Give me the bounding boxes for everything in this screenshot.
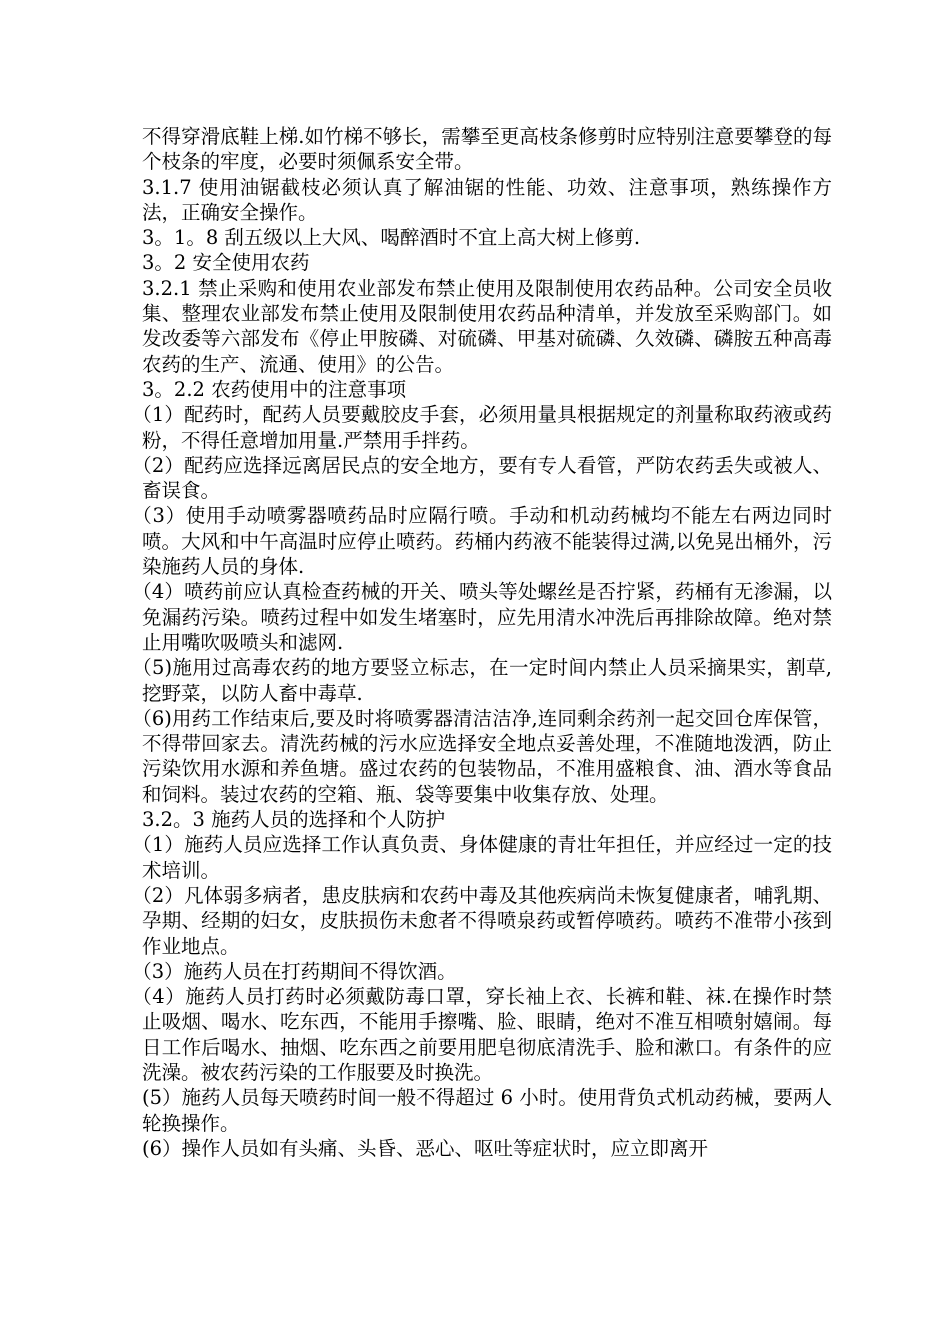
list-item: （5)施用过高毒农药的地方要竖立标志，在一定时间内禁止人员采摘果实，割草,挖野菜，以防人畜中毒草. [132,656,832,705]
list-item: (5）施药人员每天喷药时间一般不得超过 6 小时。使用背负式机动药械，要两人轮换操作。 [142,1086,832,1135]
paragraph: 3.1.7 使用油锯截枝必须认真了解油锯的性能、功效、注意事项，熟练操作方法，正确安全操作。 [142,175,832,224]
list-item: （3）使用手动喷雾器喷药品时应隔行喷。手动和机动药械均不能左右两边同时喷。大风和中午高温时应停止喷药。药桶内药液不能装得过满,以免晃出桶外，污染施药人员的身体. [132,504,832,579]
paragraph: 3.2.1 禁止采购和使用农业部发布禁止使用及限制使用农药品种。公司安全员收集、整理农业部发布禁止使用及限制使用农药品种清单，并发放至采购部门。如发改委等六部发布《停止甲胺磷、对硫磷、甲基对硫磷、久效磷、磷胺五种高毒农药的生产、流通、使用》的公告。 [142,276,832,376]
list-item: （1）配药时，配药人员要戴胶皮手套，必须用量具根据规定的剂量称取药液或药粉，不得任意增加用量.严禁用手拌药。 [132,403,832,452]
list-item: （1）施药人员应选择工作认真负责、身体健康的青壮年担任，并应经过一定的技术培训。 [132,833,832,882]
paragraph: 3。1。8 刮五级以上大风、喝醉酒时不宜上高大树上修剪. [142,226,641,250]
list-item: (6）操作人员如有头痛、头昏、恶心、呕吐等症状时，应立即离开 [142,1136,709,1160]
list-item: （6)用药工作结束后,要及时将喷雾器清洁洁净,连同剩余药剂一起交回仓库保管，不得带回家去。清洗药械的污水应选择安全地点妥善处理，不准随地泼洒，防止污染饮用水源和养鱼塘。盛过农药的包装物品，不准用盛粮食、油、酒水等食品和饲料。装过农药的空箱、瓶、袋等要集中收集存放、处理。 [132,706,832,806]
document-body [132,124,832,1161]
list-item: （2）配药应选择远离居民点的安全地方，要有专人看管，严防农药丢失或被人、畜误食。 [132,453,832,503]
list-item: （2）凡体弱多病者，患皮肤病和农药中毒及其他疾病尚未恢复健康者，哺乳期、孕期、经期的妇女，皮肤损伤未愈者不得喷泉药或暂停喷药。喷药不准带小孩到作业地点。 [132,883,832,958]
list-item: （4）施药人员打药时必须戴防毒口罩，穿长袖上衣、长裤和鞋、袜.在操作时禁止吸烟、喝水、吃东西，不能用手擦嘴、脸、眼睛，绝对不准互相喷射嬉闹。每日工作后喝水、抽烟、吃东西之前要用肥皂彻底清洗手、脸和漱口。有条件的应洗澡。被农药污染的工作服要及时换洗。 [132,985,832,1084]
section-heading: 3。2.2 农药使用中的注意事项 [142,377,407,401]
section-heading: 3。2 安全使用农药 [142,251,310,275]
section-heading: 3.2。3 施药人员的选择和个人防护 [142,808,446,832]
list-item: （4）喷药前应认真检查药械的开关、喷头等处螺丝是否拧紧，药桶有无渗漏，以免漏药污染。喷药过程中如发生堵塞时，应先用清水冲洗后再排除故障。绝对禁止用嘴吹吸喷头和滤网. [132,580,832,654]
list-item: （3）施药人员在打药期间不得饮酒。 [132,959,457,983]
paragraph: 不得穿滑底鞋上梯.如竹梯不够长，需攀至更高枝条修剪时应特别注意要攀登的每个枝条的牢度，必要时须佩系安全带。 [142,125,832,174]
